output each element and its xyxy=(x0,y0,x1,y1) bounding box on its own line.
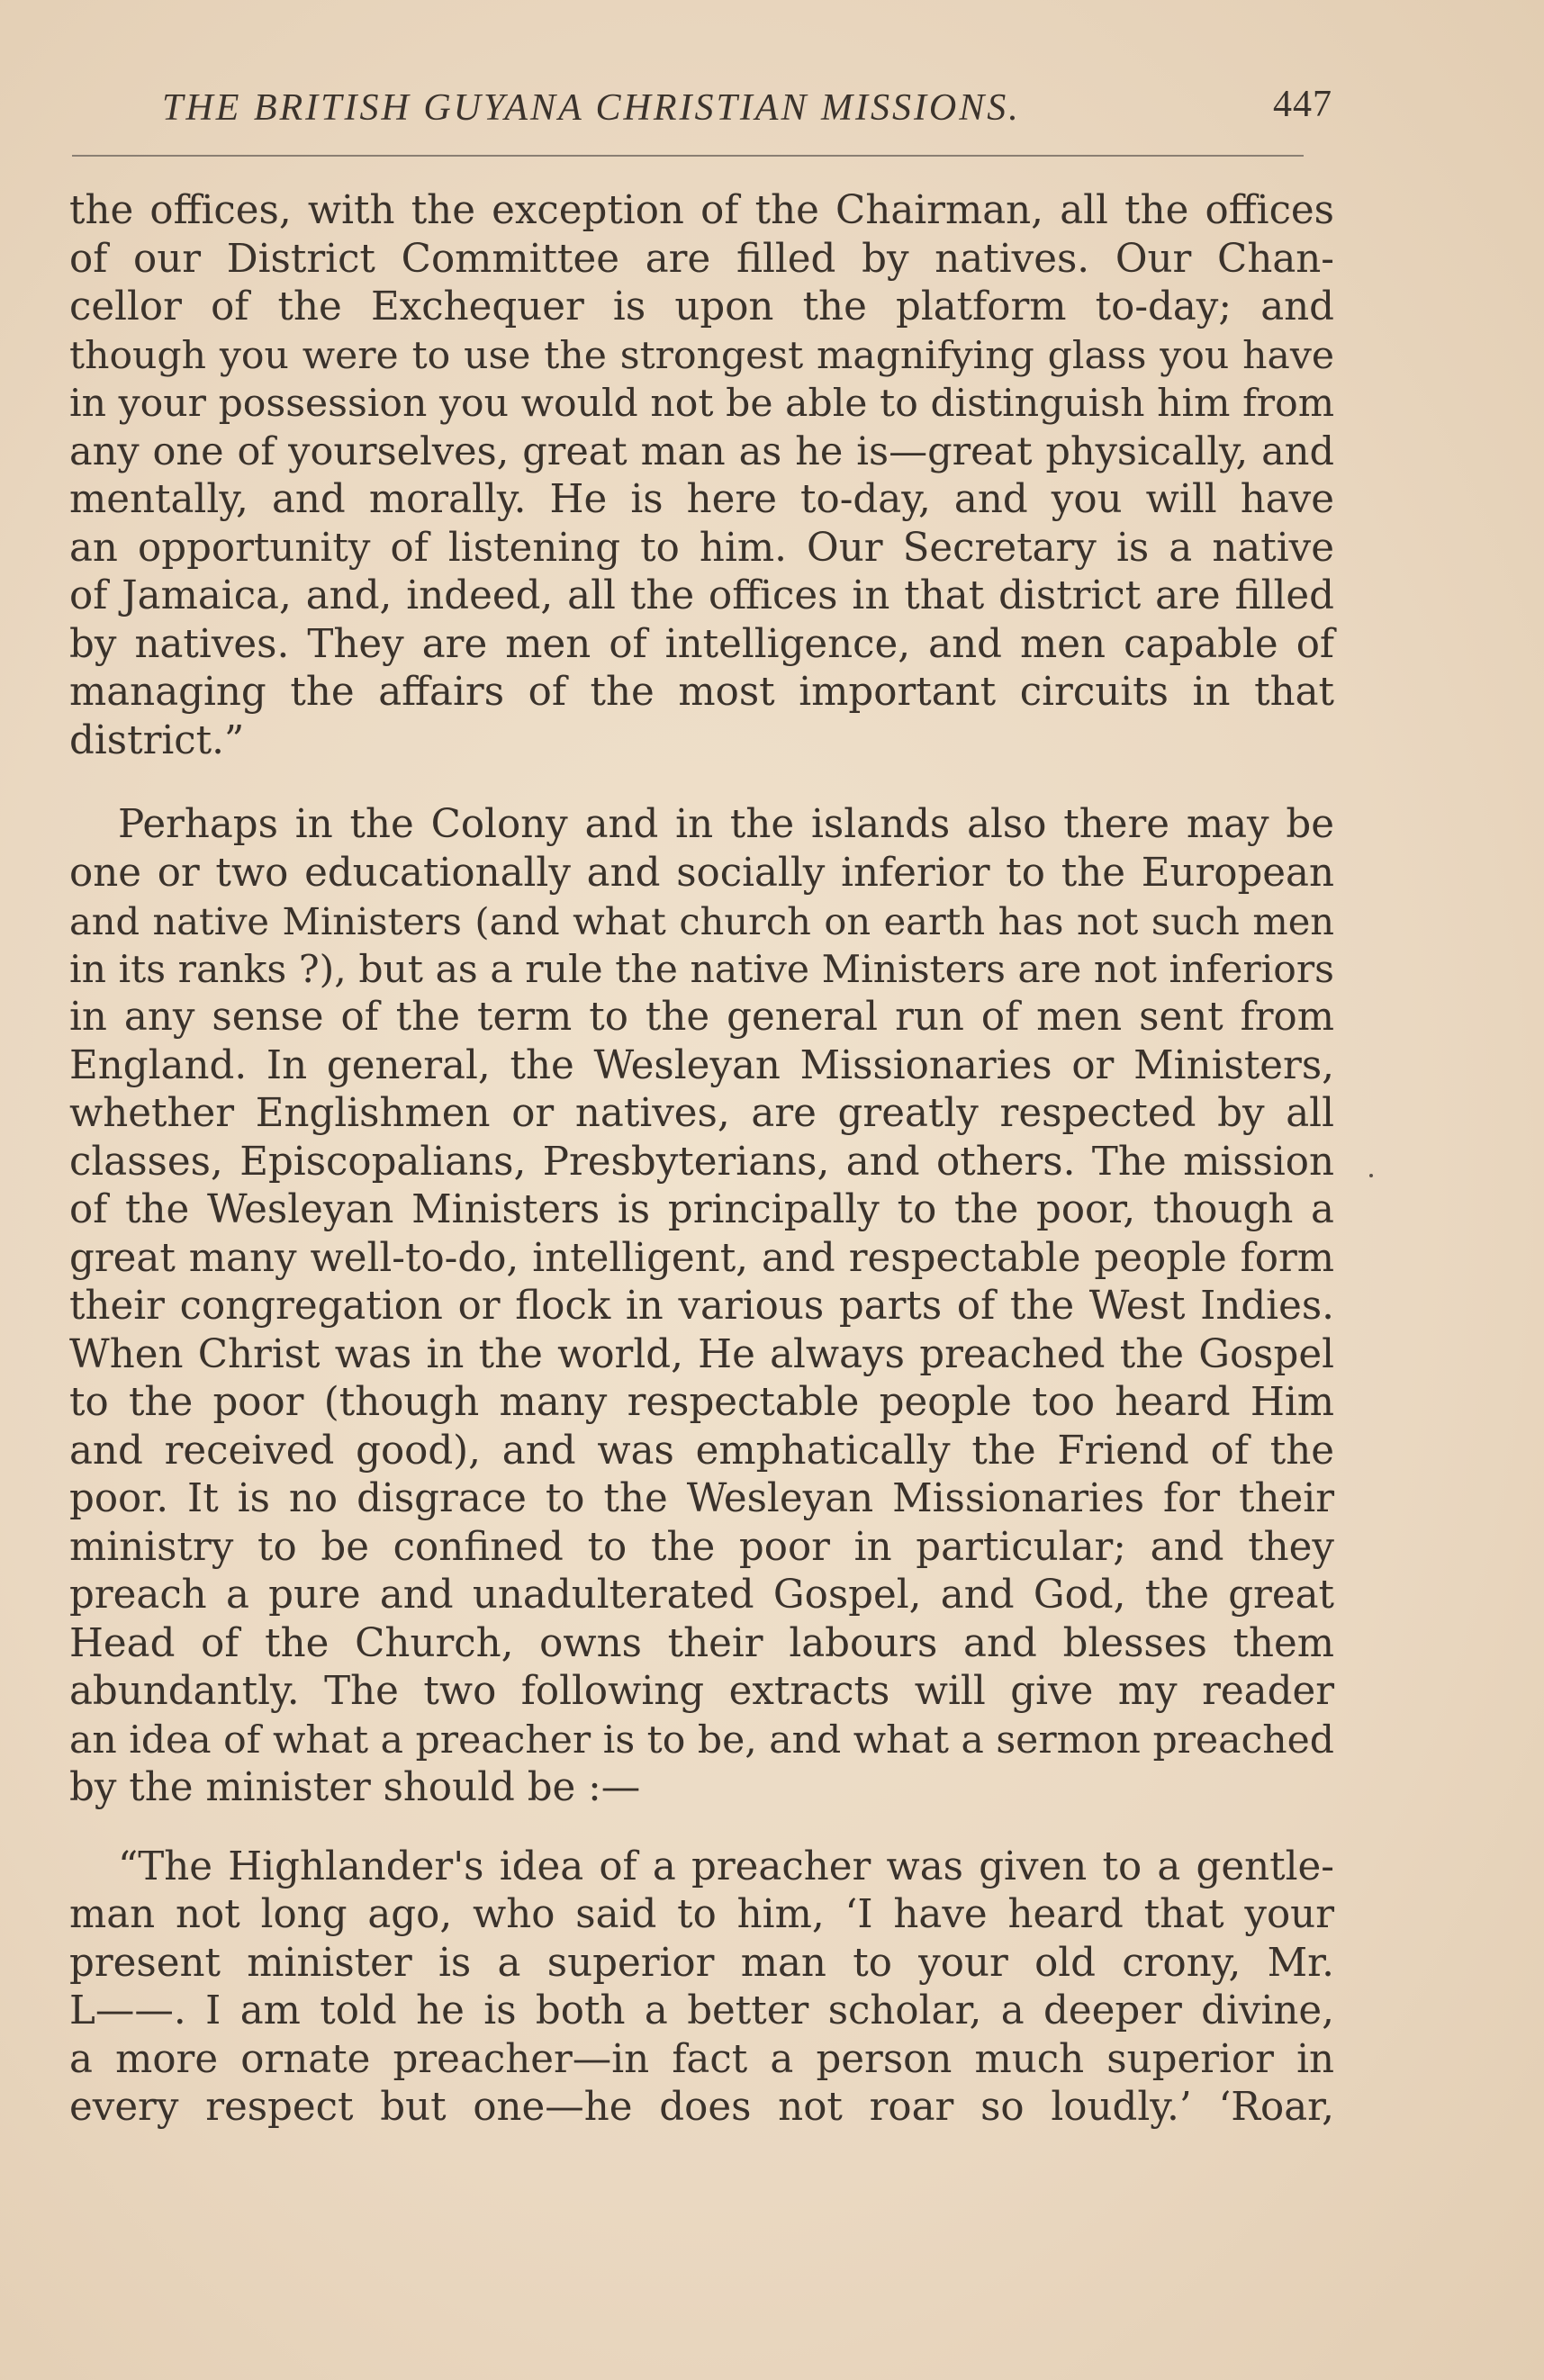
text-line: man not long ago, who said to him, ‘I have heard that your xyxy=(69,1892,1334,1937)
text-line: a more ornate preacher—in fact a person much superior in xyxy=(69,2036,1334,2082)
text-line: preach a pure and unadulterated Gospel, and God, the great xyxy=(69,1573,1334,1618)
running-head xyxy=(162,83,1332,137)
text-line: managing the affairs of the most important circuits in that xyxy=(69,670,1334,715)
running-title: THE BRITISH GUYANA CHRISTIAN MISSIONS. xyxy=(162,87,1021,129)
text-line: mentally, and morally. He is here to-day, and you will have xyxy=(69,477,1334,522)
text-line: to the poor (though many respectable people too heard Him xyxy=(69,1380,1334,1425)
text-line: great many well-to-do, intelligent, and respectable people form xyxy=(69,1235,1334,1281)
text-line: every respect but one—he does not roar so loudly.’ ‘Roar, xyxy=(69,2085,1334,2130)
text-line: and native Ministers (and what church on earth has not such men xyxy=(69,899,1334,943)
text-line: district.” xyxy=(69,717,245,763)
paragraph-1 xyxy=(69,187,1334,765)
text-line: of our District Committee are filled by natives. Our Chan- xyxy=(69,236,1334,282)
text-line: present minister is a superior man to your old crony, Mr. xyxy=(69,1940,1334,1986)
text-line: by the minister should be :— xyxy=(69,1765,641,1810)
text-line: and received good), and was emphatically the Friend of the xyxy=(69,1428,1334,1474)
text-line: in its ranks ?), but as a rule the native Ministers are not inferiors xyxy=(69,947,1334,992)
paragraph-gap xyxy=(69,765,1334,801)
text-line: by natives. They are men of intelligence, and men capable of xyxy=(69,621,1334,667)
text-line: Perhaps in the Colony and in the islands also there may be xyxy=(118,802,1334,847)
header-rule xyxy=(72,155,1304,157)
body-text xyxy=(69,187,1334,2132)
text-line: When Christ was in the world, He always preached the Gospel xyxy=(69,1331,1334,1377)
text-line: “The Highlander's idea of a preacher was given to a gentle- xyxy=(118,1844,1334,1889)
text-line: though you were to use the strongest magnifying glass you have xyxy=(69,333,1334,378)
text-line: one or two educationally and socially inferior to the European xyxy=(69,850,1334,896)
text-line: cellor of the Exchequer is upon the platform to-day; and xyxy=(69,284,1334,329)
text-line: of Jamaica, and, indeed, all the offices in that district are filled xyxy=(69,573,1334,618)
text-line: of the Wesleyan Ministers is principally to the poor, though a xyxy=(69,1187,1334,1232)
text-line: Head of the Church, owns their labours and blesses them xyxy=(69,1620,1334,1666)
text-line: whether Englishmen or natives, are greatly respected by all xyxy=(69,1091,1334,1136)
text-line: their congregation or flock in various parts of the West Indies. xyxy=(69,1284,1334,1329)
text-line: classes, Episcopalians, Presbyterians, and others. The mission xyxy=(69,1139,1334,1185)
text-line: an idea of what a preacher is to be, and what a sermon preached xyxy=(69,1717,1334,1762)
text-line: any one of yourselves, great man as he is—great physically, and xyxy=(69,428,1334,474)
text-line: abundantly. The two following extracts will give my reader xyxy=(69,1669,1334,1714)
text-line: poor. It is no disgrace to the Wesleyan Missionaries for their xyxy=(69,1476,1334,1521)
text-line: L——. I am told he is both a better scholar, a deeper divine, xyxy=(69,1988,1334,2033)
page-number: 447 xyxy=(1273,84,1332,125)
text-line: ministry to be confined to the poor in particular; and they xyxy=(69,1524,1334,1570)
ink-speck xyxy=(1369,1174,1373,1177)
paragraph-2 xyxy=(69,801,1334,1813)
text-line: the offices, with the exception of the Chairman, all the offices xyxy=(69,188,1334,233)
text-line: England. In general, the Wesleyan Missionaries or Ministers, xyxy=(69,1042,1334,1088)
text-line: in any sense of the term to the general run of men sent from xyxy=(69,995,1334,1040)
paragraph-3 xyxy=(69,1844,1334,2132)
text-line: in your possession you would not be able to distinguish him from xyxy=(69,382,1334,426)
paragraph-gap xyxy=(69,1813,1334,1844)
text-line: an opportunity of listening to him. Our Secretary is a native xyxy=(69,525,1334,571)
